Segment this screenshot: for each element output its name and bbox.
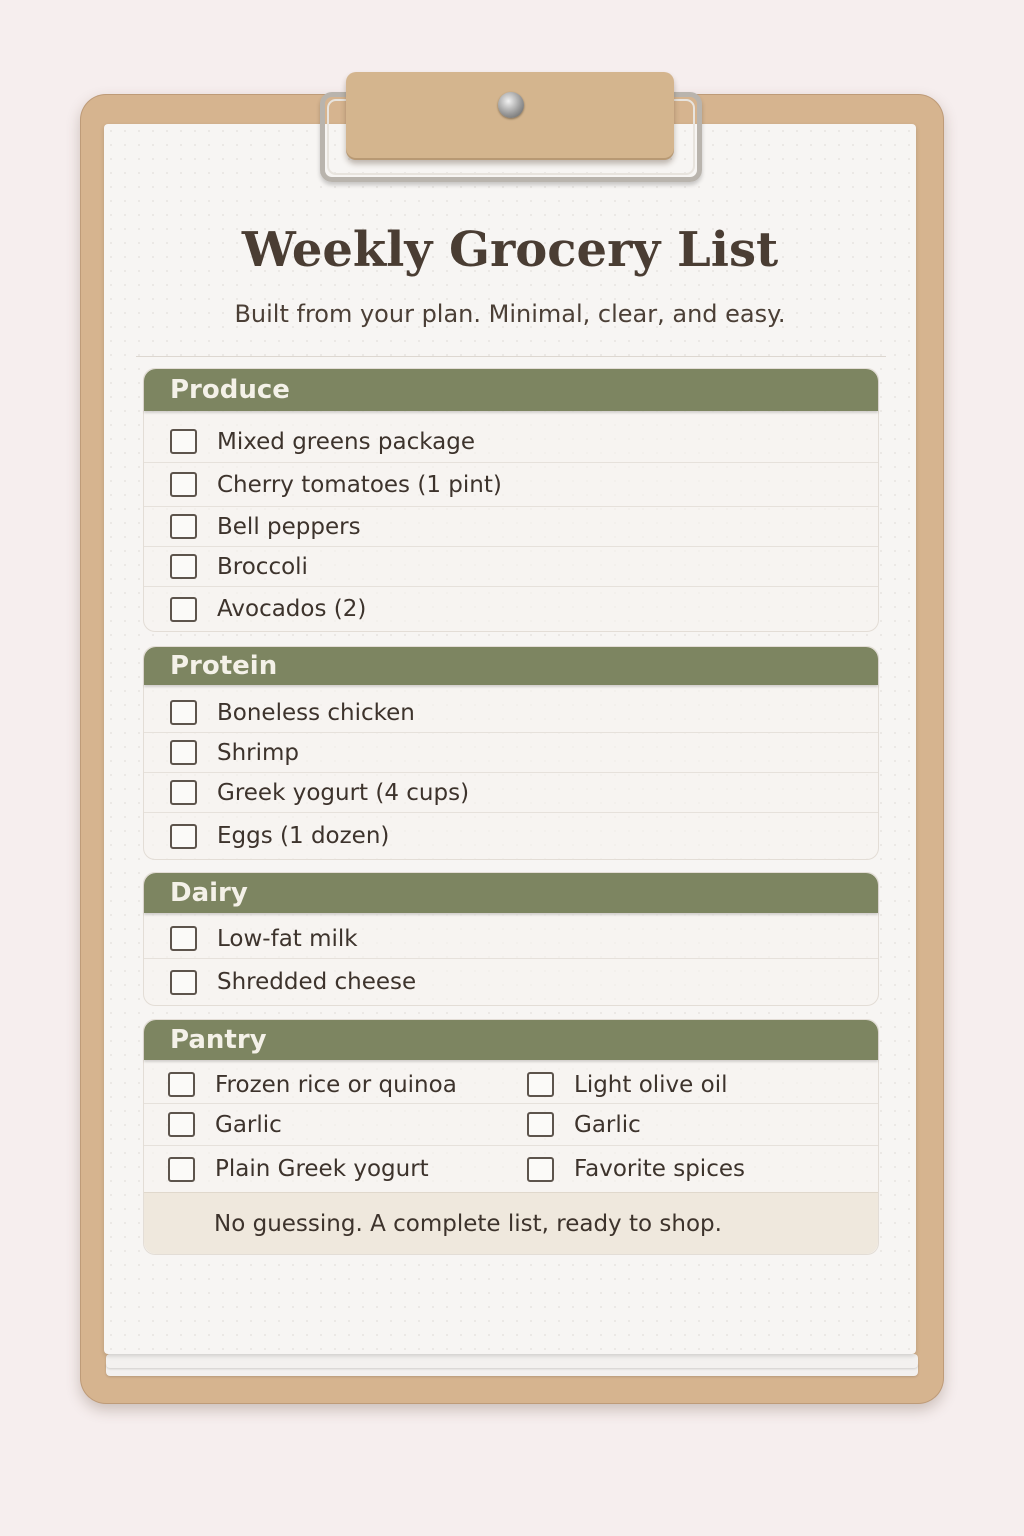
item-label: Eggs (1 dozen) bbox=[217, 823, 390, 849]
pantry-column-left bbox=[144, 1060, 511, 1192]
checkbox[interactable] bbox=[170, 472, 197, 497]
list-item[interactable] bbox=[144, 1104, 511, 1146]
list-item[interactable] bbox=[144, 411, 878, 463]
checkbox[interactable] bbox=[170, 824, 197, 849]
checkbox[interactable] bbox=[170, 597, 197, 622]
section-header-pantry: Pantry bbox=[144, 1020, 878, 1060]
pantry-column-right bbox=[511, 1060, 878, 1192]
checkbox[interactable] bbox=[168, 1157, 195, 1182]
divider bbox=[136, 356, 886, 357]
checkbox[interactable] bbox=[527, 1112, 554, 1137]
list-item[interactable] bbox=[144, 733, 878, 773]
section-produce bbox=[143, 368, 879, 632]
item-label: Garlic bbox=[215, 1111, 282, 1138]
checkbox[interactable] bbox=[168, 1072, 195, 1097]
list-item[interactable] bbox=[511, 1146, 878, 1192]
list-item[interactable] bbox=[144, 813, 878, 859]
checkbox[interactable] bbox=[170, 970, 197, 995]
section-header-produce: Produce bbox=[144, 369, 878, 411]
item-label: Cherry tomatoes (1 pint) bbox=[217, 471, 502, 498]
list-item[interactable] bbox=[144, 463, 878, 507]
section-dairy bbox=[143, 872, 879, 1006]
checkbox[interactable] bbox=[527, 1157, 554, 1182]
list-item[interactable] bbox=[144, 685, 878, 733]
page-title: Weekly Grocery List bbox=[241, 222, 779, 278]
item-label: Favorite spices bbox=[574, 1156, 745, 1182]
item-label: Low-fat milk bbox=[217, 925, 358, 952]
item-label: Avocados (2) bbox=[217, 596, 367, 622]
checkbox[interactable] bbox=[170, 514, 197, 539]
pantry-grid bbox=[144, 1060, 878, 1192]
paper-stack-edge bbox=[106, 1354, 918, 1368]
page-subtitle: Built from your plan. Minimal, clear, and easy. bbox=[234, 300, 786, 328]
checkbox[interactable] bbox=[170, 554, 197, 579]
list-item[interactable] bbox=[144, 507, 878, 547]
item-label: Greek yogurt (4 cups) bbox=[217, 779, 470, 806]
section-header-dairy: Dairy bbox=[144, 873, 878, 913]
item-label: Bell peppers bbox=[217, 513, 361, 540]
list-item[interactable] bbox=[144, 913, 878, 959]
item-label: Broccoli bbox=[217, 553, 308, 580]
checkbox[interactable] bbox=[170, 700, 197, 725]
item-label: Boneless chicken bbox=[217, 699, 415, 726]
clip-rivet-icon bbox=[498, 92, 524, 118]
section-header-protein: Protein bbox=[144, 647, 878, 685]
list-item[interactable] bbox=[144, 587, 878, 631]
section-protein bbox=[143, 646, 879, 860]
checkbox[interactable] bbox=[527, 1072, 554, 1097]
list-item[interactable] bbox=[511, 1060, 878, 1104]
checkbox[interactable] bbox=[170, 926, 197, 951]
checkbox[interactable] bbox=[170, 740, 197, 765]
item-label: Garlic bbox=[574, 1111, 641, 1138]
list-item[interactable] bbox=[144, 1060, 511, 1104]
item-label: Light olive oil bbox=[574, 1071, 728, 1098]
item-label: Shrimp bbox=[217, 739, 300, 766]
list-item[interactable] bbox=[144, 959, 878, 1005]
list-item[interactable] bbox=[144, 547, 878, 587]
item-label: Plain Greek yogurt bbox=[215, 1156, 429, 1182]
item-label: Frozen rice or quinoa bbox=[215, 1071, 457, 1098]
item-label: Mixed greens package bbox=[217, 428, 476, 455]
checkbox[interactable] bbox=[168, 1112, 195, 1137]
list-item[interactable] bbox=[511, 1104, 878, 1146]
checkbox[interactable] bbox=[170, 429, 197, 454]
checkbox[interactable] bbox=[170, 780, 197, 805]
item-label: Shredded cheese bbox=[217, 969, 417, 995]
list-item[interactable] bbox=[144, 1146, 511, 1192]
list-item[interactable] bbox=[144, 773, 878, 813]
section-pantry bbox=[143, 1019, 879, 1255]
footer-note: No guessing. A complete list, ready to shop. bbox=[144, 1192, 878, 1254]
